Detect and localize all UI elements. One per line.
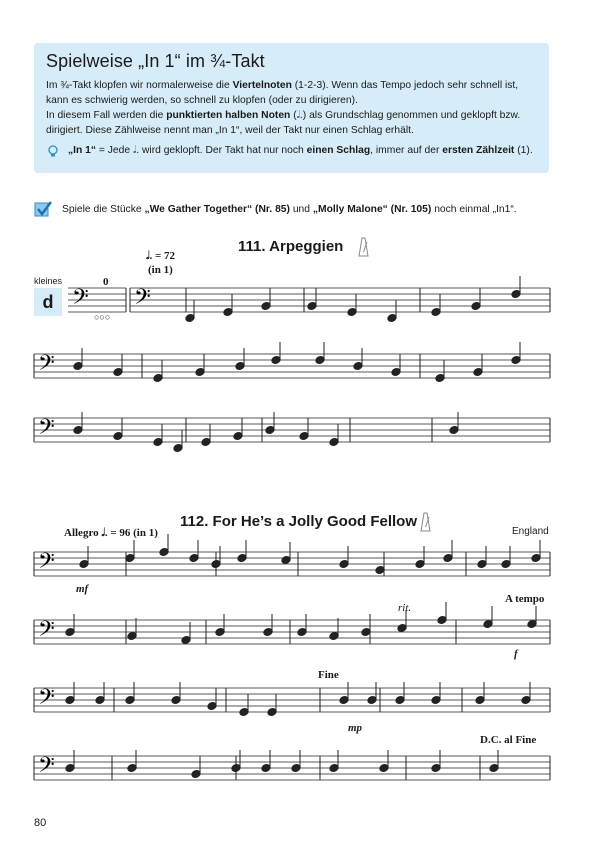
bass-clef-icon: 𝄢 <box>134 285 151 315</box>
origin-label: England <box>512 526 549 537</box>
rit-marking: rit. <box>398 602 412 614</box>
page-number: 80 <box>34 817 47 829</box>
bass-clef-icon: 𝄢 <box>38 351 55 381</box>
label-kleines: kleines <box>34 276 63 286</box>
a-tempo-marking: A tempo <box>505 593 545 605</box>
info-paragraph-2: In diesem Fall werden die punktierten halben Noten (𝅗𝅥.) als Grundschlag genommen und geklopft bzw. dirigiert. Diese Zählweise nennt man „In 1“, weil der Takt nur einen Schlag erhält. <box>46 110 521 136</box>
info-title: Spielweise „In 1“ im ¾-Takt <box>46 51 265 71</box>
bass-clef-icon: 𝄢 <box>38 617 55 647</box>
dynamic-f: f <box>514 648 518 660</box>
piece-112-title: 112. For He’s a Jolly Good Fellow <box>180 513 418 530</box>
in1-111: (in 1) <box>148 264 173 276</box>
bass-clef-icon: 𝄢 <box>38 685 55 715</box>
bass-clef-icon: 𝄢 <box>72 285 89 315</box>
piece-111-title: 111. Arpeggien <box>238 238 344 255</box>
info-tip: „In 1“ = Jede 𝅗𝅥. wird geklopft. Der Takt hat nur noch einen Schlag, immer auf der ersten Zählzeit (1). <box>46 144 537 158</box>
tempo-112: Allegro 𝅗𝅥. = 96 (in 1) <box>64 527 158 539</box>
bass-clef-icon: 𝄢 <box>38 415 55 445</box>
info-paragraph-1: Im ¾-Takt klopfen wir normalerweise die Viertelnoten (1-2-3). Wenn das Tempo jedoch sehr schnell ist, kann es schwierig werden, so schnell zu klopfen (oder zu dirigieren). <box>46 80 519 106</box>
task-instruction: Spiele die Stücke „We Gather Together“ (Nr. 85) und „Molly Malone“ (Nr. 105) noch einmal „In1“. <box>34 200 517 218</box>
dynamic-mf: mf <box>76 583 89 595</box>
fingering-circles: ○○○ <box>94 312 111 322</box>
bass-clef-icon: 𝄢 <box>38 753 55 783</box>
bass-clef-icon: 𝄢 <box>38 549 55 579</box>
dc-al-fine-marking: D.C. al Fine <box>480 734 537 746</box>
open-string-zero: 0 <box>103 276 109 288</box>
dynamic-mp: mp <box>348 722 363 734</box>
fine-marking: Fine <box>318 669 339 681</box>
tempo-111: 𝅗𝅥. = 72 <box>146 250 176 262</box>
string-label-d: d <box>34 288 62 316</box>
